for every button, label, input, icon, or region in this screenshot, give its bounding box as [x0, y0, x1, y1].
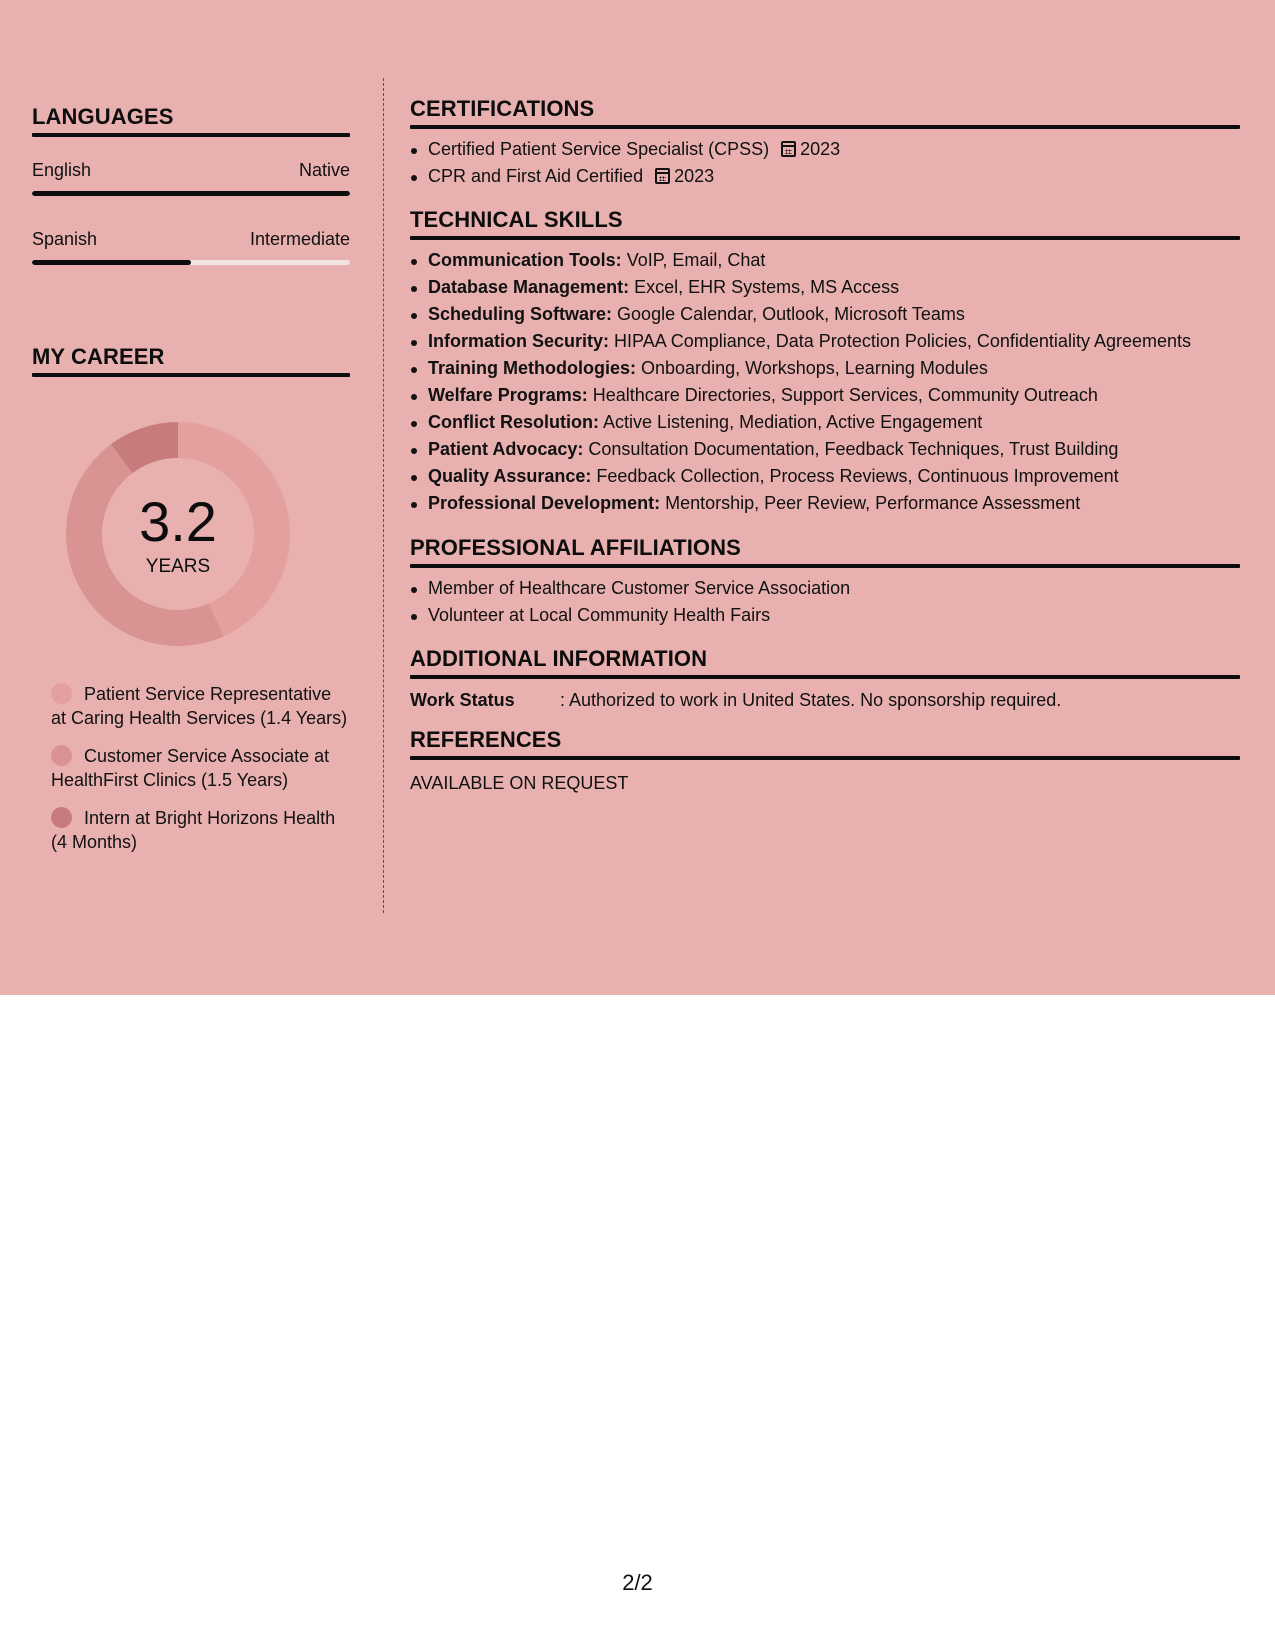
- skill-item: [410, 274, 1240, 301]
- technical-skills-section: [410, 207, 1240, 517]
- skill-label: Welfare Programs:: [428, 385, 588, 405]
- skill-label: Quality Assurance:: [428, 466, 592, 486]
- affiliations-heading: PROFESSIONAL AFFILIATIONS: [410, 535, 741, 560]
- skill-label: Conflict Resolution:: [428, 412, 599, 432]
- career-legend-label: Patient Service Representative at Caring Health Services (1.4 Years): [51, 684, 348, 728]
- calendar-icon: [781, 141, 796, 157]
- skill-item: [410, 301, 1240, 328]
- skill-label: Professional Development:: [428, 493, 661, 513]
- skill-item: [410, 463, 1240, 490]
- skill-value: Active Listening, Mediation, Active Engagement: [603, 412, 983, 432]
- language-bar-fill: [32, 191, 350, 196]
- skill-item: [410, 355, 1240, 382]
- language-row-english: [32, 160, 350, 181]
- language-bar-fill: [32, 260, 191, 265]
- certification-item: [410, 136, 1240, 163]
- career-donut-chart: [66, 422, 290, 646]
- certifications-section: [410, 96, 1240, 190]
- skill-item: [410, 436, 1240, 463]
- technical-skills-list: [410, 247, 1240, 517]
- calendar-icon: [655, 168, 670, 184]
- references-section: [410, 727, 1240, 797]
- skill-value: Consultation Documentation, Feedback Techniques, Trust Building: [588, 439, 1119, 459]
- language-name: Spanish: [32, 229, 98, 249]
- work-status-label: Work Status: [410, 690, 515, 710]
- skill-value: HIPAA Compliance, Data Protection Policies, Confidentiality Agreements: [614, 331, 1191, 351]
- references-text: AVAILABLE ON REQUEST: [410, 773, 629, 793]
- skill-value: Google Calendar, Outlook, Microsoft Teams: [617, 304, 965, 324]
- skill-value: Feedback Collection, Process Reviews, Continuous Improvement: [596, 466, 1119, 486]
- skill-value: Healthcare Directories, Support Services, Community Outreach: [592, 385, 1098, 405]
- career-heading: MY CAREER: [32, 344, 165, 369]
- affiliations-list: [410, 575, 1240, 629]
- certifications-list: [410, 136, 1240, 190]
- career-legend-item: [51, 682, 351, 730]
- languages-heading-rule: [32, 133, 350, 137]
- skill-item: [410, 409, 1240, 436]
- career-total-years: 3.2: [139, 490, 217, 553]
- section-rule: [410, 675, 1240, 679]
- career-legend-item: [51, 744, 351, 792]
- language-bar-english: [32, 191, 350, 196]
- skill-item: [410, 328, 1240, 355]
- legend-dot: [51, 807, 72, 828]
- legend-dot: [51, 683, 72, 704]
- language-level: Native: [298, 160, 350, 180]
- section-rule: [410, 125, 1240, 129]
- certification-year: 2023: [674, 166, 715, 186]
- language-name: English: [32, 160, 92, 180]
- additional-info-heading: ADDITIONAL INFORMATION: [410, 646, 708, 671]
- career-heading-rule: [32, 373, 350, 377]
- skill-value: Onboarding, Workshops, Learning Modules: [641, 358, 988, 378]
- certification-item: [410, 163, 1240, 190]
- certification-name: CPR and First Aid Certified: [428, 166, 644, 186]
- skill-label: Training Methodologies:: [428, 358, 636, 378]
- legend-dot: [51, 745, 72, 766]
- career-legend-label: Customer Service Associate at HealthFirst Clinics (1.5 Years): [51, 746, 330, 790]
- work-status-value: : Authorized to work in United States. No sponsorship required.: [560, 690, 1062, 710]
- career-legend: [51, 682, 351, 868]
- affiliation-item: Member of Healthcare Customer Service Association: [410, 575, 1240, 602]
- skill-value: VoIP, Email, Chat: [626, 250, 766, 270]
- career-legend-label: Intern at Bright Horizons Health (4 Months): [51, 808, 336, 852]
- languages-heading: LANGUAGES: [32, 104, 174, 129]
- skill-item: [410, 382, 1240, 409]
- skill-label: Information Security:: [428, 331, 610, 351]
- references-heading: REFERENCES: [410, 727, 562, 752]
- technical-skills-heading: TECHNICAL SKILLS: [410, 207, 623, 232]
- career-total-unit: YEARS: [145, 556, 211, 577]
- certification-year: 2023: [800, 139, 841, 159]
- language-bar-spanish: [32, 260, 350, 265]
- column-divider: [383, 78, 384, 913]
- skill-label: Patient Advocacy:: [428, 439, 584, 459]
- page-number: 2/2: [622, 1570, 653, 1595]
- skill-item: [410, 490, 1240, 517]
- skill-value: Excel, EHR Systems, MS Access: [634, 277, 900, 297]
- section-rule: [410, 756, 1240, 760]
- additional-info-section: [410, 646, 1240, 714]
- language-row-spanish: [32, 229, 350, 250]
- language-level: Intermediate: [249, 229, 350, 249]
- skill-label: Scheduling Software:: [428, 304, 613, 324]
- work-status-row: [410, 687, 1240, 714]
- section-rule: [410, 236, 1240, 240]
- section-rule: [410, 564, 1240, 568]
- affiliation-item: Volunteer at Local Community Health Fairs: [410, 602, 1240, 629]
- skill-value: Mentorship, Peer Review, Performance Assessment: [665, 493, 1081, 513]
- donut-center: [66, 422, 290, 646]
- skill-item: [410, 247, 1240, 274]
- affiliations-section: [410, 535, 1240, 629]
- skill-label: Database Management:: [428, 277, 630, 297]
- certification-name: Certified Patient Service Specialist (CPSS): [428, 139, 770, 159]
- skill-label: Communication Tools:: [428, 250, 622, 270]
- career-legend-item: [51, 806, 351, 854]
- certifications-heading: CERTIFICATIONS: [410, 96, 595, 121]
